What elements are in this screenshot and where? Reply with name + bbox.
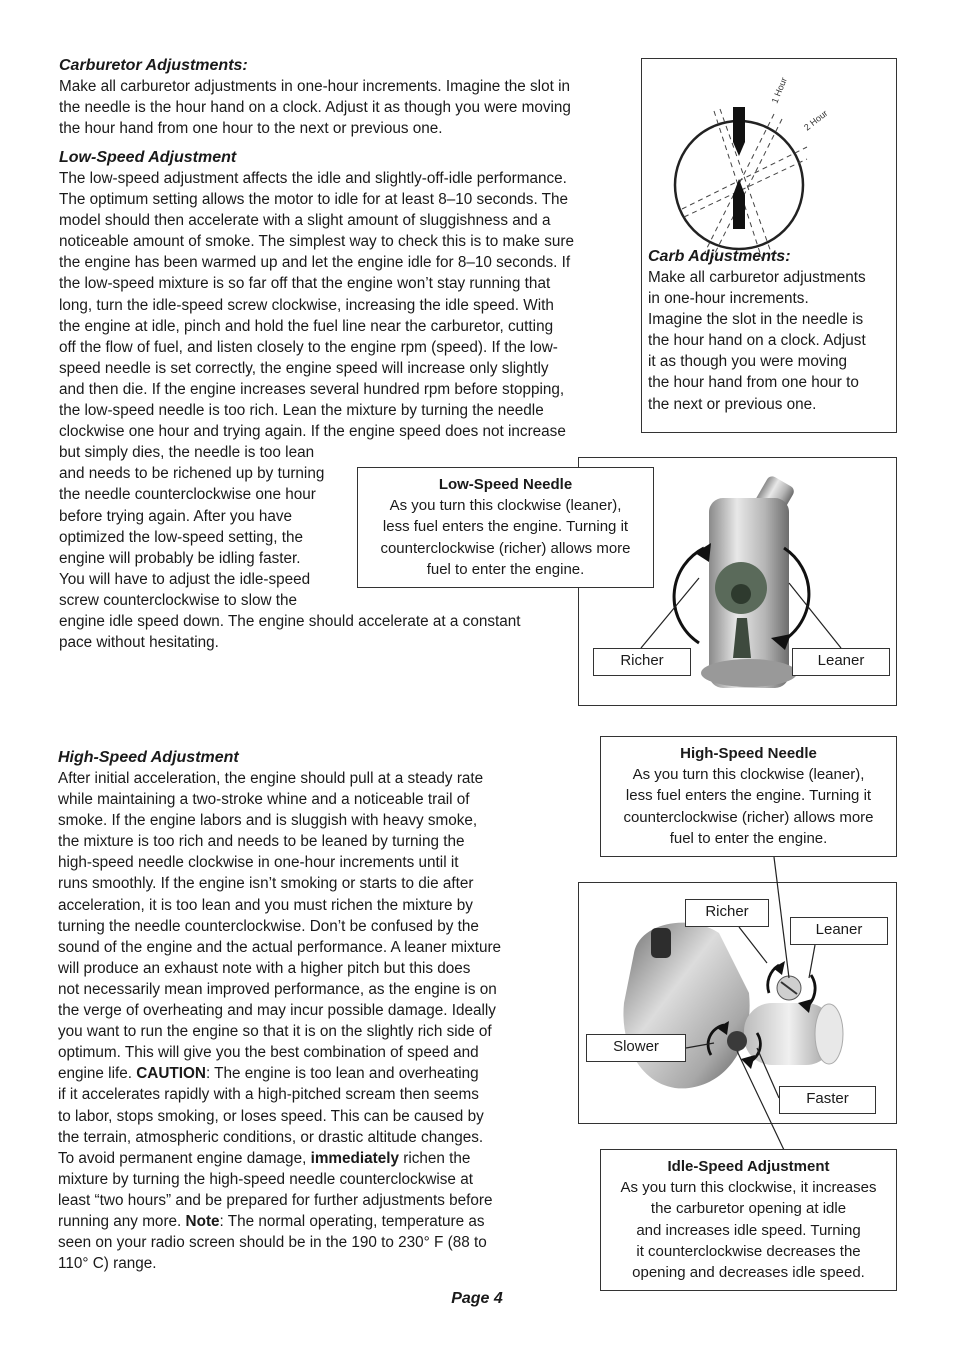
carb-intake — [815, 1004, 843, 1064]
text-line: you want to run the engine so that it is on the slightly rich side of — [58, 1023, 492, 1041]
text-line: the engine has been warmed up and let the engine idle for 8–10 seconds. If — [59, 254, 571, 272]
text-line: opening and decreases idle speed. — [632, 1264, 865, 1282]
caution-emphasis: CAUTION — [136, 1065, 206, 1083]
text-line: to labor, stops smoking, or loses speed. This can be caused by — [58, 1107, 484, 1125]
page-number: Page 4 — [451, 1290, 503, 1307]
text-line: the hour hand from one hour to the next or previous one. — [59, 120, 443, 138]
carburetor-text — [59, 76, 629, 139]
faster-arrowhead — [741, 1055, 755, 1069]
text-line: Make all carburetor adjustments in one-hour increments. Imagine the slot in — [59, 78, 570, 95]
text-line: it as though you were moving — [648, 353, 847, 371]
callout-title: High-Speed Needle — [680, 745, 817, 762]
text-line: the mixture is too rich and needs to be leaned by turning the — [58, 833, 465, 851]
text-line: noticeable amount of smoke. The simplest way to check this is to make sure — [59, 233, 574, 251]
idle-screw — [727, 1031, 747, 1051]
text-line: sound of the engine and the actual performance. A leaner mixture — [58, 938, 502, 956]
text-line: the low-speed mixture is so far off that the engine won’t stay running that — [59, 275, 551, 293]
richer-arrowhead — [695, 543, 711, 562]
text-line: As you turn this clockwise (leaner), — [632, 766, 865, 784]
text-line: screw counterclockwise to slow the — [59, 591, 298, 609]
leaner-leader — [789, 583, 841, 648]
text-line: mixture by turning the high-speed needle counterclockwise at — [58, 1170, 473, 1188]
text-run: running any more. — [58, 1212, 186, 1230]
text-line: Imagine the slot in the needle is — [648, 311, 864, 329]
text-line: and needs to be richened up by turning — [59, 465, 325, 483]
note-emphasis: Note — [185, 1212, 220, 1230]
text-line: high-speed needle clockwise in one-hour increments until it — [58, 854, 459, 872]
text-line: optimum. This will give you the best combination of speed and — [58, 1044, 479, 1062]
text-line: the hour hand on a clock. Adjust — [648, 332, 866, 350]
text-line: engine will probably be idling faster. — [59, 549, 301, 567]
low-speed-needle-callout — [357, 467, 654, 588]
faster-label: Faster — [779, 1086, 876, 1114]
leaner-leader — [809, 945, 815, 978]
text-line: less fuel enters the engine. Turning it — [625, 787, 872, 805]
leaner-label: Leaner — [790, 917, 888, 945]
high-speed-needle-callout — [600, 736, 897, 857]
text-line: off the flow of fuel, and listen closely to the engine rpm (speed). If the low- — [59, 338, 558, 356]
immediately-emphasis: immediately — [310, 1149, 399, 1167]
text-line: less fuel enters the engine. Turning it — [382, 518, 629, 536]
text-line: counterclockwise (richer) allows more — [623, 808, 874, 826]
text-line: speed needle is set correctly, the engine speed will increase only slightly — [59, 359, 549, 377]
slower-label: Slower — [586, 1034, 686, 1062]
carburetor-section — [59, 56, 629, 139]
low-speed-heading: Low-Speed Adjustment — [59, 149, 237, 166]
clock-label-1: 1 Hour — [769, 75, 789, 105]
carb-box-text-block — [648, 247, 894, 415]
text-line: and increases idle speed. Turning — [636, 1221, 861, 1239]
text-run: engine life. — [58, 1065, 137, 1083]
text-line: the engine at idle, pinch and hold the fuel line near the carburetor, cutting — [59, 317, 554, 335]
carb-box-text — [648, 267, 894, 415]
text-run: : The engine is too lean and overheating — [205, 1065, 479, 1083]
callout-title: Idle-Speed Adjustment — [667, 1158, 830, 1175]
text-line: not necessarily mean improved performance, as the engine is on — [58, 980, 497, 998]
high-speed-photo-box — [578, 882, 897, 1124]
text-line: Make all carburetor adjustments — [648, 269, 866, 286]
text-line: acceleration, it is too lean and you must richen the mixture by — [58, 896, 473, 914]
text-line: the needle is the hour hand on a clock. Adjust it as though you were moving — [59, 99, 571, 117]
text-line: turning the needle counterclockwise. Don’t be confused by the — [58, 917, 479, 935]
leaner-label: Leaner — [792, 648, 890, 676]
text-line: long, turn the idle-speed screw clockwise, increasing the idle speed. With — [59, 296, 554, 314]
text-line — [58, 1211, 563, 1232]
text-line: smoke. If the engine labors and is sluggish with heavy smoke, — [58, 812, 478, 830]
text-line: the verge of overheating and may incur possible damage. Ideally — [58, 1002, 496, 1020]
carb-base — [701, 659, 797, 687]
richer-arrowhead — [773, 961, 785, 975]
text-line — [58, 1148, 563, 1169]
text-line: the needle counterclockwise one hour — [59, 486, 316, 504]
text-run: : The normal operating, temperature as — [219, 1212, 485, 1230]
text-line: The low-speed adjustment affects the idle and slightly-off-idle performance. — [59, 170, 567, 187]
text-line: You will have to adjust the idle-speed — [59, 570, 311, 588]
text-line: the carburetor opening at idle — [650, 1200, 847, 1218]
text-run: richen the — [399, 1149, 471, 1167]
richer-arrow — [674, 548, 704, 643]
fuel-fitting — [651, 928, 671, 958]
text-line: in one-hour increments. — [648, 290, 809, 308]
text-line: seen on your radio screen should be in the 190 to 230° F (88 to — [58, 1234, 487, 1252]
text-line: pace without hesitating. — [59, 634, 219, 652]
callout-title: Low-Speed Needle — [438, 476, 573, 493]
text-line: but simply dies, the needle is too lean — [59, 444, 315, 462]
carb-adjustments-box — [641, 58, 897, 433]
text-line: fuel to enter the engine. — [669, 829, 828, 847]
text-line: counterclockwise (richer) allows more — [380, 539, 631, 557]
text-line: runs smoothly. If the engine isn’t smoking or starts to die after — [58, 875, 474, 893]
clock-diagram — [642, 59, 898, 249]
needle-head — [731, 584, 751, 604]
text-line: the next or previous one. — [648, 395, 817, 413]
clock-label-2: 2 Hour — [802, 108, 830, 133]
carb-box-heading: Carb Adjustments: — [648, 248, 791, 265]
text-line: while maintaining a two-stroke whine and a noticeable trail of — [58, 791, 470, 809]
high-speed-heading: High-Speed Adjustment — [58, 749, 239, 766]
richer-label: Richer — [593, 648, 691, 676]
text-line: fuel to enter the engine. — [426, 560, 585, 578]
text-run: To avoid permanent engine damage, — [58, 1149, 311, 1167]
text-line: the terrain, atmospheric conditions, or drastic altitude changes. — [58, 1128, 484, 1146]
carburetor-heading: Carburetor Adjustments: — [59, 57, 248, 74]
text-line: optimized the low-speed setting, the — [59, 528, 304, 546]
idle-leader — [737, 1051, 784, 1150]
high-speed-section — [58, 748, 563, 1274]
text-line: before trying again. After you have — [59, 507, 293, 525]
richer-label: Richer — [685, 899, 769, 927]
text-line: engine idle speed down. The engine should accelerate at a constant — [59, 612, 521, 630]
text-line: if it accelerates rapidly with a high-pitched scream then seems — [58, 1086, 479, 1104]
text-line: After initial acceleration, the engine should pull at a steady rate — [58, 770, 484, 787]
text-line: the hour hand from one hour to — [648, 374, 859, 392]
text-line — [58, 1063, 563, 1084]
idle-speed-callout — [600, 1149, 897, 1291]
text-line: the low-speed needle is too rich. Lean the mixture by turning the needle — [59, 402, 544, 420]
text-line: model should then accelerate with a slight amount of sluggishness and a — [59, 212, 551, 230]
text-line: least “two hours” and be prepared for further adjustments before — [58, 1191, 493, 1209]
engine-crankcase — [623, 923, 749, 1089]
text-line: clockwise one hour and trying again. If the engine speed does not increase — [59, 423, 566, 441]
text-line: will produce an exhaust note with a higher pitch but this does — [58, 959, 471, 977]
text-line: The optimum setting allows the motor to idle for at least 8–10 seconds. The — [59, 191, 569, 209]
text-line: it counterclockwise decreases the — [636, 1242, 861, 1260]
text-line: 110° C) range. — [58, 1255, 157, 1273]
text-line: As you turn this clockwise (leaner), — [389, 497, 622, 515]
richer-leader — [739, 927, 767, 963]
high-speed-text — [58, 768, 563, 1274]
high-needle-leader — [774, 857, 789, 978]
text-line: As you turn this clockwise, it increases — [620, 1179, 877, 1197]
text-line: and then die. If the engine increases several hundred rpm before stopping, — [59, 380, 565, 398]
